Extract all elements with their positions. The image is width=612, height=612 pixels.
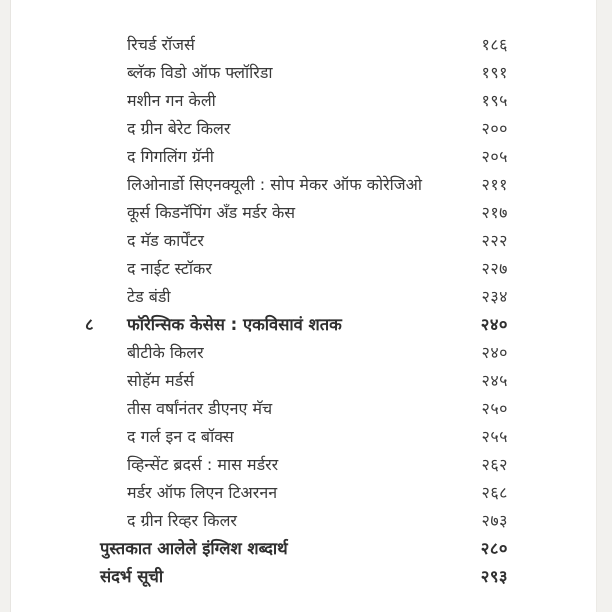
toc-entry [0,339,612,367]
entry-page-number: २८० [480,539,508,558]
entry-page-number: २११ [481,175,508,194]
entry-title: संदर्भ सूची [100,567,164,586]
toc-entry [0,507,612,535]
entry-page-number: २९३ [480,567,508,586]
entry-page-number: १८६ [481,35,508,54]
entry-title: व्हिन्सेंट ब्रदर्स : मास मर्डरर [127,455,279,474]
entry-title: द मॅड कार्पेंटर [127,231,204,250]
entry-title: बीटीके किलर [127,343,204,362]
toc-entry [0,311,612,339]
toc-entry [0,87,612,115]
toc-entry [0,451,612,479]
entry-title: द ग्रीन रिव्हर किलर [127,511,237,530]
entry-title: मर्डर ऑफ लिएन टिअरनन [127,483,278,502]
toc-entry [0,31,612,59]
entry-page-number: २०० [481,119,508,138]
entry-page-number: २७३ [481,511,508,530]
chapter-number: ८ [85,315,94,334]
entry-title: रिचर्ड रॉजर्स [127,35,195,54]
entry-page-number: २४५ [481,371,508,390]
entry-page-number: २२२ [481,231,508,250]
entry-title: टेड बंडी [127,287,171,306]
toc-entry [0,367,612,395]
entry-title: द गिगलिंग ग्रॅनी [127,147,214,166]
entry-page-number: २१७ [481,203,508,222]
entry-page-number: १९१ [481,63,508,82]
toc-entry [0,227,612,255]
toc-entry [0,255,612,283]
entry-title: तीस वर्षांनंतर डीएनए मॅच [127,399,273,418]
toc-entry [0,423,612,451]
entry-title: फॉरेन्सिक केसेस : एकविसावं शतक [127,315,342,334]
toc-entry [0,563,612,591]
entry-page-number: २५५ [481,427,508,446]
toc-entry [0,535,612,563]
entry-title: कूर्स किडनॅपिंग अँड मर्डर केस [127,203,296,222]
entry-page-number: २५० [481,399,508,418]
entry-page-number: २३४ [481,287,508,306]
entry-title: मशीन गन केली [127,91,216,110]
entry-page-number: २६२ [481,455,508,474]
entry-title: द गर्ल इन द बॉक्स [127,427,234,446]
toc-entry [0,283,612,311]
entry-page-number: २०५ [481,147,508,166]
toc-entry [0,143,612,171]
toc-entry [0,199,612,227]
toc-entry [0,59,612,87]
table-of-contents [0,31,612,591]
entry-title: सोहॅम मर्डर्स [127,371,195,390]
entry-title: द नाईट स्टॉकर [127,259,212,278]
entry-title: पुस्तकात आलेले इंग्लिश शब्दार्थ [100,539,288,558]
entry-page-number: २४० [480,315,508,334]
entry-title: द ग्रीन बेरेट किलर [127,119,231,138]
toc-entry [0,479,612,507]
entry-page-number: २६८ [481,483,508,502]
entry-title: लिओनार्डो सिएनक्यूली : सोप मेकर ऑफ कोरेजिओ [127,175,423,194]
toc-entry [0,171,612,199]
entry-title: ब्लॅक विडो ऑफ फ्लॉरिडा [127,63,273,82]
entry-page-number: २२७ [481,259,508,278]
toc-entry [0,395,612,423]
entry-page-number: १९५ [481,91,508,110]
toc-entry [0,115,612,143]
entry-page-number: २४० [481,343,508,362]
